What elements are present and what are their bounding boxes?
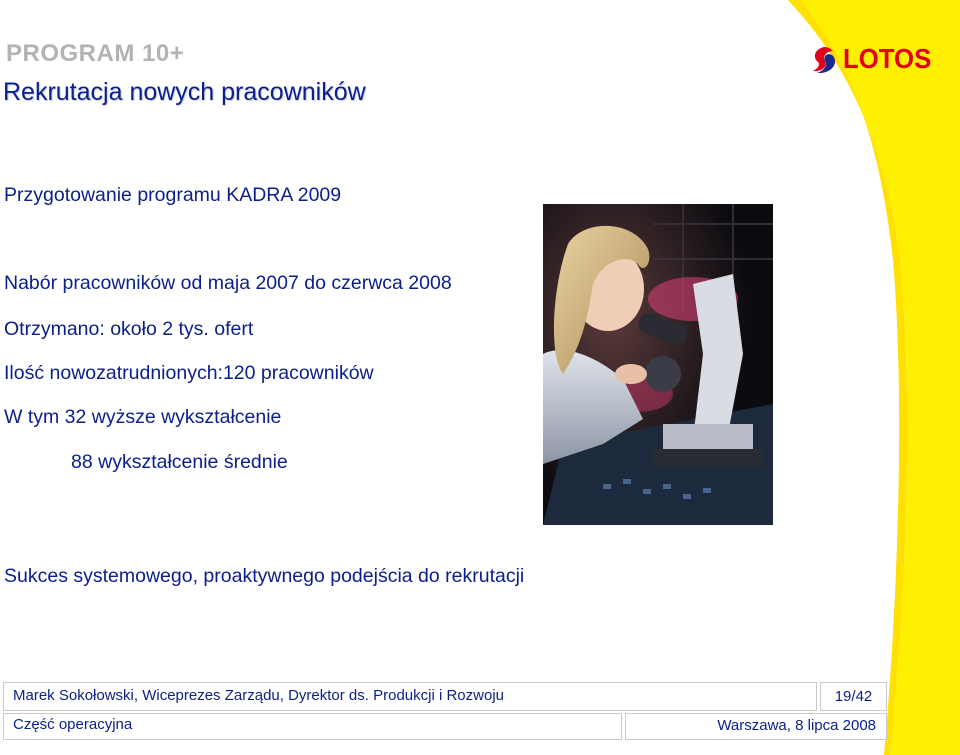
lab-microscope-photo — [543, 204, 773, 525]
content-line-secondary-education: 88 wykształcenie średnie — [71, 451, 288, 473]
content-line-new-hires: Ilość nowozatrudnionych:120 pracowników — [4, 362, 374, 384]
content-line-recruitment-period: Nabór pracowników od maja 2007 do czerwca 2008 — [4, 272, 452, 294]
lotos-wordmark: LOTOS — [843, 43, 932, 74]
page-number-text: 19/42 — [834, 688, 873, 705]
section-text: Część operacyjna — [13, 716, 133, 733]
content-line-higher-education: W tym 32 wyższe wykształcenie — [4, 406, 282, 428]
place-date-text: Warszawa, 8 lipca 2008 — [717, 717, 876, 734]
footer-place-date — [625, 713, 887, 740]
footer-page-number — [820, 682, 887, 711]
content-line-offers: Otrzymano: około 2 tys. ofert — [4, 318, 254, 340]
content-line-kadra: Przygotowanie programu KADRA 2009 — [4, 184, 342, 206]
program-label: PROGRAM 10+ — [6, 40, 185, 67]
content-line-summary: Sukces systemowego, proaktywnego podejścia do rekrutacji — [4, 565, 525, 587]
lotos-flame-icon — [809, 45, 839, 75]
footer-section — [3, 713, 622, 740]
presenter-text: Marek Sokołowski, Wiceprezes Zarządu, Dyrektor ds. Produkcji i Rozwoju — [13, 687, 504, 704]
lotos-logo — [809, 42, 939, 78]
slide-title: Rekrutacja nowych pracowników — [3, 78, 366, 106]
footer-presenter — [3, 682, 817, 711]
